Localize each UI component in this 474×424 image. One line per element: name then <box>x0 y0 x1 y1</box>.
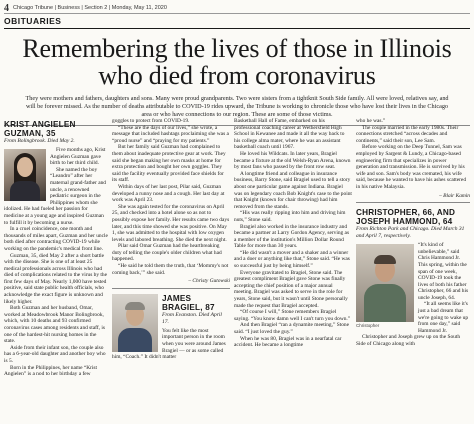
obit-name-bragiel: JAMES BRAGIEL, 87 <box>162 293 215 312</box>
body-paragraph: Within days of her last post, Pilar said, Guzman developed a runny nose and a cough. Her last day at work was April 23. <box>112 183 225 204</box>
column-4 <box>356 118 470 421</box>
body-paragraph: “It all seems like it's just a bad dream that we're going to wake up from one day,” said Hammond Jr. <box>418 301 469 334</box>
body-paragraph: Born in the Philippines, her name “Krist Angielen” is a nod to her birthday a few <box>4 364 97 378</box>
headline: Remembering the lives of those in Illinois who died from coronavirus <box>22 34 452 90</box>
column-1 <box>4 118 108 421</box>
photo-bragiel <box>112 294 158 352</box>
body-paragraph: In a cruel coincidence, one month and thousands of miles apart, Guzman and her uncle both died after contracting COVID-19 while working on the pandemic's medical front line. <box>4 226 108 252</box>
photo-caption: Christopher <box>356 323 380 329</box>
body-paragraph: But her family said Guzman had complained to them about inadequate protective gear at work. They said she began making her own masks at home for extra protection and bought her own goggles. They said the facility eventually provided face shields for its staff. <box>112 144 226 184</box>
obit-from-hammond: From Richton Park and Chicago. Died March 31 and April 7, respectively. <box>356 226 465 240</box>
body-paragraph: The couple married in the early 1980s. Their connections stretched “across decades and continents,” said their son, Lee Sam. <box>356 124 459 144</box>
dek: They were mothers and fathers, daughters and sons. Many were proud grandparents. Two were sisters from a tightknit South Side family. All were loved, relatives say, and will be forever missed. As the number of deaths attributable to COVID-19 rides upward, the Tribune is working to chronicle those who have lost their lives in the Chicago area or who have connections to our region. These are some of those victims. <box>4 89 470 126</box>
body-paragraph: And then Bragiel “ran a dynamite meeting,” Stone said. “I just loved the guy.” <box>234 322 349 335</box>
body-paragraph: “He said he told them the truth, that ‘Mommy's not coming back,’” she said. <box>112 263 229 276</box>
obit-name-hammond: CHRISTOPHER, 66, AND JOSEPH HAMMOND, 64 <box>356 208 456 227</box>
section-label: OBITUARIES <box>4 14 470 29</box>
page-number: 4 <box>4 3 9 14</box>
newspaper-page <box>4 3 470 421</box>
body-paragraph: “He did wasn't a mover and a shaker and a winner and a doer or anything like that,” Stone said. “He was so successful just by being himself.” <box>234 249 350 270</box>
body-paragraph: “These are the days of our lives,” she wrote, a message that included hashtags proclaiming she was a “proud nurse” and “praying for my patients.” <box>112 124 229 144</box>
body-paragraph: When he was 80, Bragiel was in a nearfatal car accident. He became a longtime <box>234 335 342 349</box>
body-paragraph: “Of course I will,” Stone remembers Bragiel saying. “You know damn well I can't turn you down.” <box>234 309 351 322</box>
body-paragraph: Five months ago, Krist Angielen Guzman gave birth to her third child. <box>50 147 106 167</box>
body-paragraph: A longtime friend and colleague in insurance business, Barry Stone, said Bragiel used to tell a story about one particular game against Indiana. Bragiel was on legendary coach Bob Knight's case to the point that Knight (known for chair throwing) had him removed from the stands. <box>234 170 352 210</box>
body-paragraph: goggles to protect from COVID-19. <box>112 118 190 124</box>
body-paragraph: She named the boy “Leandro” after her maternal grand-father and uncle, a renowned pediatric surgeon in the Philippines whom she idolized. He had fueled her passion for medicine at a young age and inspired Guzman to fulfill it by becoming a nurse. <box>4 166 106 226</box>
body-paragraph: Bragiel also worked in the insurance industry and became a partner at Larry Gordon Agency, serving as a member of the institution's Million Dollar Round Table for more than 30 years. <box>234 223 350 250</box>
body-paragraph: She was again tested for the coronavirus on April 25, and checked into a hotel alone so as not to possibly expose her family. Her results came two days later, and this time showed she was positive. On May 1, she was admitted to the hospital with low oxygen levels and labored breathing. She died the next night. <box>112 203 230 243</box>
column-3 <box>234 118 352 421</box>
body-paragraph: “His was really ripping into him and driving him nuts,” Stone said. <box>234 210 346 223</box>
body-paragraph: Before working on the Deep Tunnel, Sam was employed by Sargent & Lundy, a Chicago-based engineering firm that specializes in power generation and transmission. He is survived by his wife and son. Sam's body was cremated, his wife said, because he wanted to have his ashes scattered in his native Malaysia. <box>356 144 467 190</box>
obit-from-bragiel: From Evanston. Died April 17. <box>162 311 222 325</box>
byline-signature: – Christy Gutowski <box>188 278 230 285</box>
body-paragraph: Everyone gravitated to Bragiel, Stone said. The greatest compliment Bragiel gave Stone was finally accepting the chief position of a major annual meeting. Bragiel was asked to serve in the role for years, Stone said, but it wasn't until Stone personally made the request that Bragiel accepted. <box>234 269 348 309</box>
body-paragraph: Pilar said Omar Guzman had the heartbreaking duty of telling the couple's older children what had happened. <box>112 243 222 263</box>
body-paragraph: who he was.” <box>356 118 386 124</box>
body-paragraph: Christopher and Joseph grew up on the South Side of Chicago along with <box>356 334 461 348</box>
body-paragraph: Guzman, 35, died May 2 after a short battle with the disease. She is one of at least 25 medical professionals across Illinois who had died of complications related to the virus by the first few days of May. Nearly 1,000 have tested positive, said state public health officials, who acknowledge the exact figure is unknown and likely higher. <box>4 252 107 305</box>
body-paragraph: Aside from their infant son, the couple also has a 6-year-old daughter and another boy who is 5. <box>4 344 106 364</box>
article-columns <box>4 118 470 421</box>
photo-christopher <box>356 244 414 330</box>
body-paragraph: He loved his Wildcats. In later years, Bragiel became a fixture at the old Welsh-Ryan Arena, known by most fans who passed by the front row seat. <box>234 150 351 171</box>
divider <box>356 202 470 203</box>
body-paragraph: Basketball Hall of Fame, embarked on his professional coaching career at Wethersfield High School in Kewanee and made it all the way back to his college alma mater, where he was an assistant basketball coach until 1967. <box>234 118 345 151</box>
byline-signature: – Blair Kamin <box>439 192 470 199</box>
obit-from-guzman: From Bolingbrook. Died May 2. <box>4 138 75 144</box>
body-paragraph: You felt like the most important person in the room when you were around James Bragiel — or as some called him, “Coach.” It didn't matter <box>112 327 226 361</box>
folio-bar <box>4 3 470 14</box>
photo-guzman <box>4 149 46 201</box>
body-paragraph: Both Guzman and her husband, Omar, worked at Meadowbrook Manor Bolingbrook, which, with 10 deaths and 93 confirmed coronavirus cases among residents and staff, is one of the hardest-hit nursing homes in the state. <box>4 305 105 345</box>
divider <box>112 288 230 289</box>
obit-name-guzman: KRIST ANGIELEN GUZMAN, 35 <box>4 120 76 138</box>
folio-line: Chicago Tribune | Business | Section 2 | Monday, May 11, 2020 <box>13 5 167 11</box>
column-2 <box>112 118 230 421</box>
body-paragraph: “It's kind of unbelievable,” said Chris Hammond Jr. This spring, within the span of one week, COVID-19 took the lives of both his father Christopher, 66 and his uncle Joseph, 64. <box>418 242 469 301</box>
